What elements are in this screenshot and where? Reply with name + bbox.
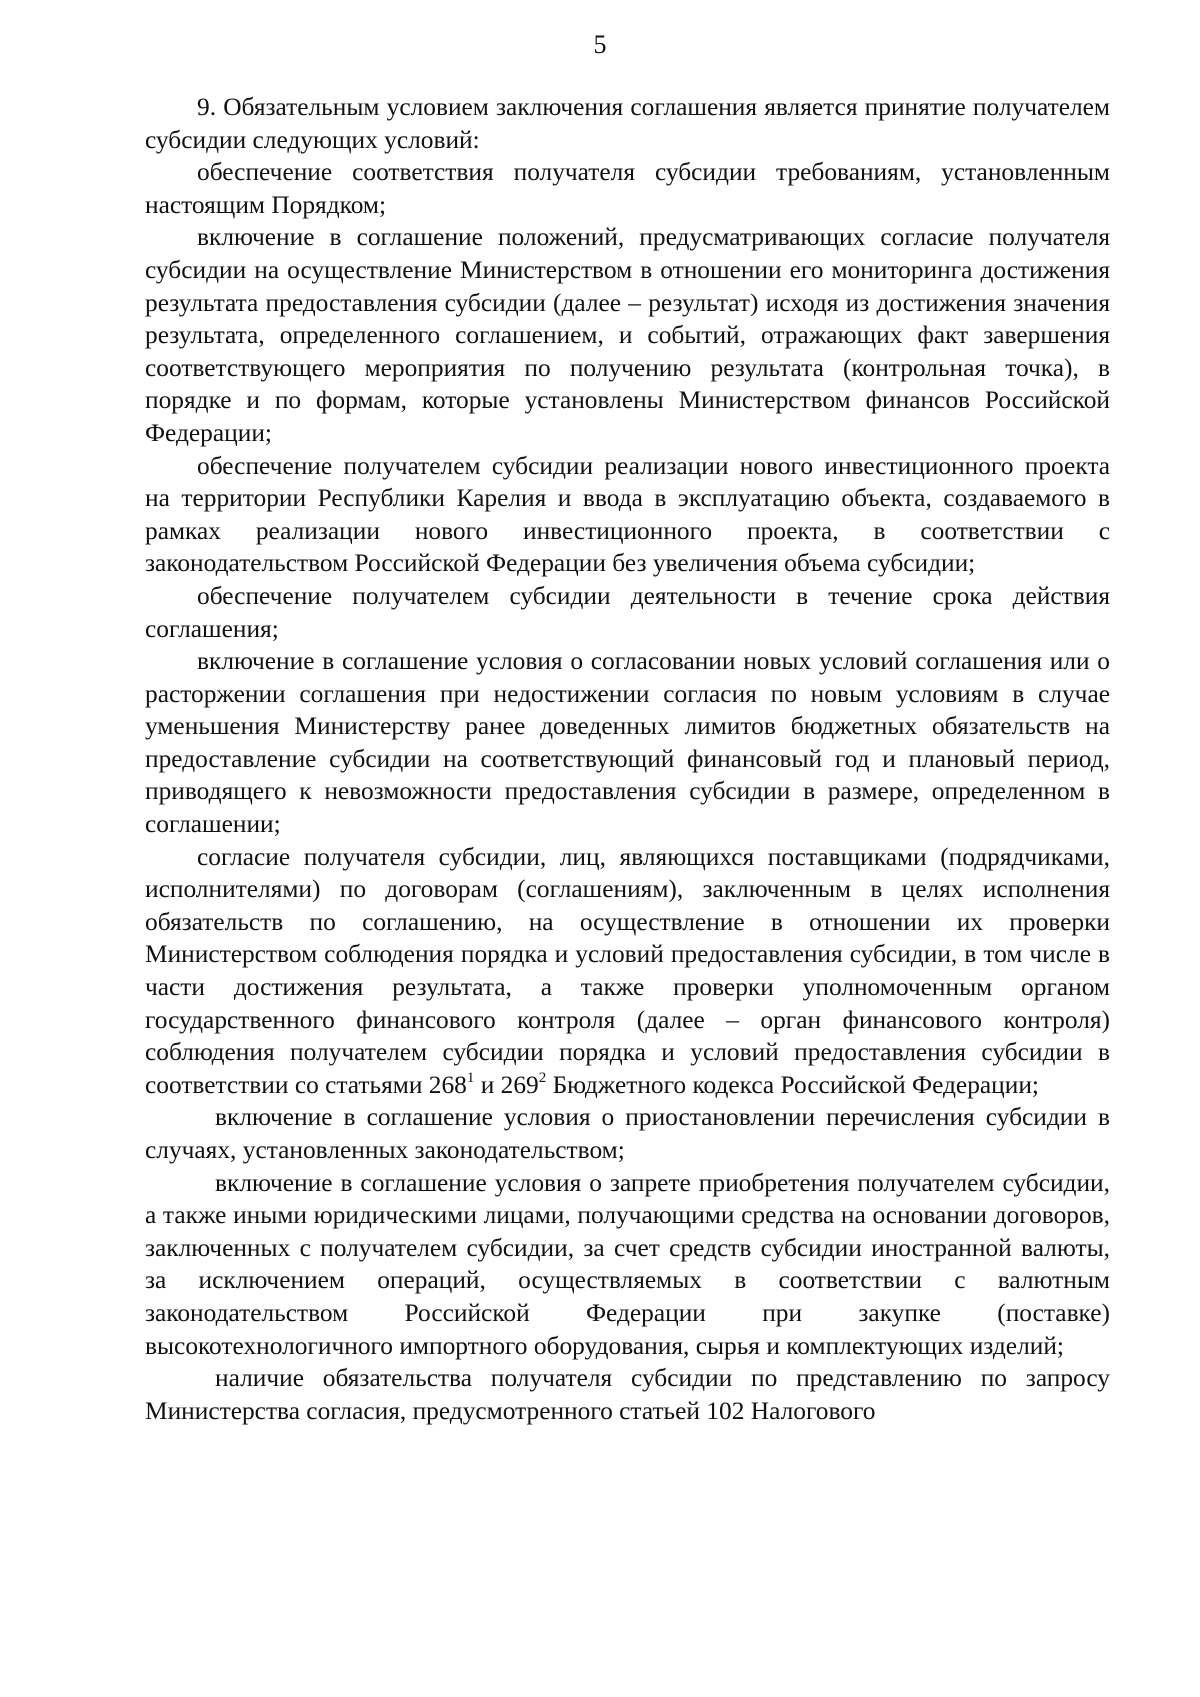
paragraph-currency-ban: включение в соглашение условия о запрете приобретения получателем субсидии, а также иными юридическими лицами, получающими средства на основании договоров, заключенных с получателем субсидии, за счет средств субсидии иностранной валюты, за исключением операций, осуществляемых в соответствии с валютным законодательством Российской Федерации при закупке (поставке) высокотехнологичного импортного оборудования, сырья и комплектующих изделий; xyxy=(145,1168,1110,1360)
paragraph-investment-project: обеспечение получателем субсидии реализации нового инвестиционного проекта на территории Республики Карелия и ввода в эксплуатацию объекта, создаваемого в рамках реализации нового инвестиционного проекта, в соответствии с законодательством Российской Федерации без увеличения объема субсидии; xyxy=(145,451,1110,578)
paragraph-item-9-intro: 9. Обязательным условием заключения соглашения является принятие получателем субсидии следующих условий: xyxy=(145,93,1110,154)
paragraph-monitoring-consent: включение в соглашение положений, предусматривающих согласие получателя субсидии на осуществление Министерством в отношении его мониторинга достижения результата предоставления субсидии (далее – результат) исходя из достижения значения результата, определенного соглашением, и событий, отражающих факт завершения соответствующего мероприятия по получению результата (контрольная точка), в порядке и по формам, которые установлены Министерством финансов Российской Федерации; xyxy=(145,223,1110,447)
paragraph-activity-term: обеспечение получателем субсидии деятельности в течение срока действия соглашения; xyxy=(145,581,1110,643)
paragraph-tax-code-consent: наличие обязательства получателя субсидии по представлению по запросу Министерства согласия, предусмотренного статьей 102 Налогового xyxy=(145,1364,1110,1425)
consent-text-after: Бюджетного кодекса Российской Федерации; xyxy=(546,1070,1039,1099)
consent-text-before: согласие получателя субсидии, лиц, являющихся поставщиками (подрядчиками, исполнителями) по договорам (соглашениям), заключенным в целях исполнения обязательств по соглашению, на осуществление в отношении их проверки Министерством соблюдения порядка и условий предоставления субсидии, в том числе в части достижения результата, а также проверки уполномоченным органом государственного финансового контроля (далее – орган финансового контроля) соблюдения получателем субсидии порядка и условий предоставления субсидии в соответствии со статьями 268 xyxy=(145,842,1110,1099)
paragraph-compliance-requirements: обеспечение соответствия получателя субсидии требованиям, установленным настоящим Порядком; xyxy=(145,158,1110,219)
paragraph-new-conditions: включение в соглашение условия о согласовании новых условий соглашения или о расторжении соглашения при недостижении согласия по новым условиям в случае уменьшения Министерству ранее доведенных лимитов бюджетных обязательств на предоставление субсидии на соответствующий финансовый год и плановый период, приводящего к невозможности предоставления субсидии в размере, определенном в соглашении; xyxy=(145,647,1110,839)
superscript-article-269: 2 xyxy=(538,1069,547,1086)
page-number: 5 xyxy=(593,30,607,59)
consent-text-middle: и 269 xyxy=(474,1070,539,1099)
document-body xyxy=(145,91,1110,1427)
paragraph-inspection-consent xyxy=(145,841,1110,1102)
paragraph-suspension: включение в соглашение условия о приостановлении перечисления субсидии в случаях, установленных законодательством; xyxy=(145,1103,1110,1164)
superscript-article-268: 1 xyxy=(466,1069,475,1086)
